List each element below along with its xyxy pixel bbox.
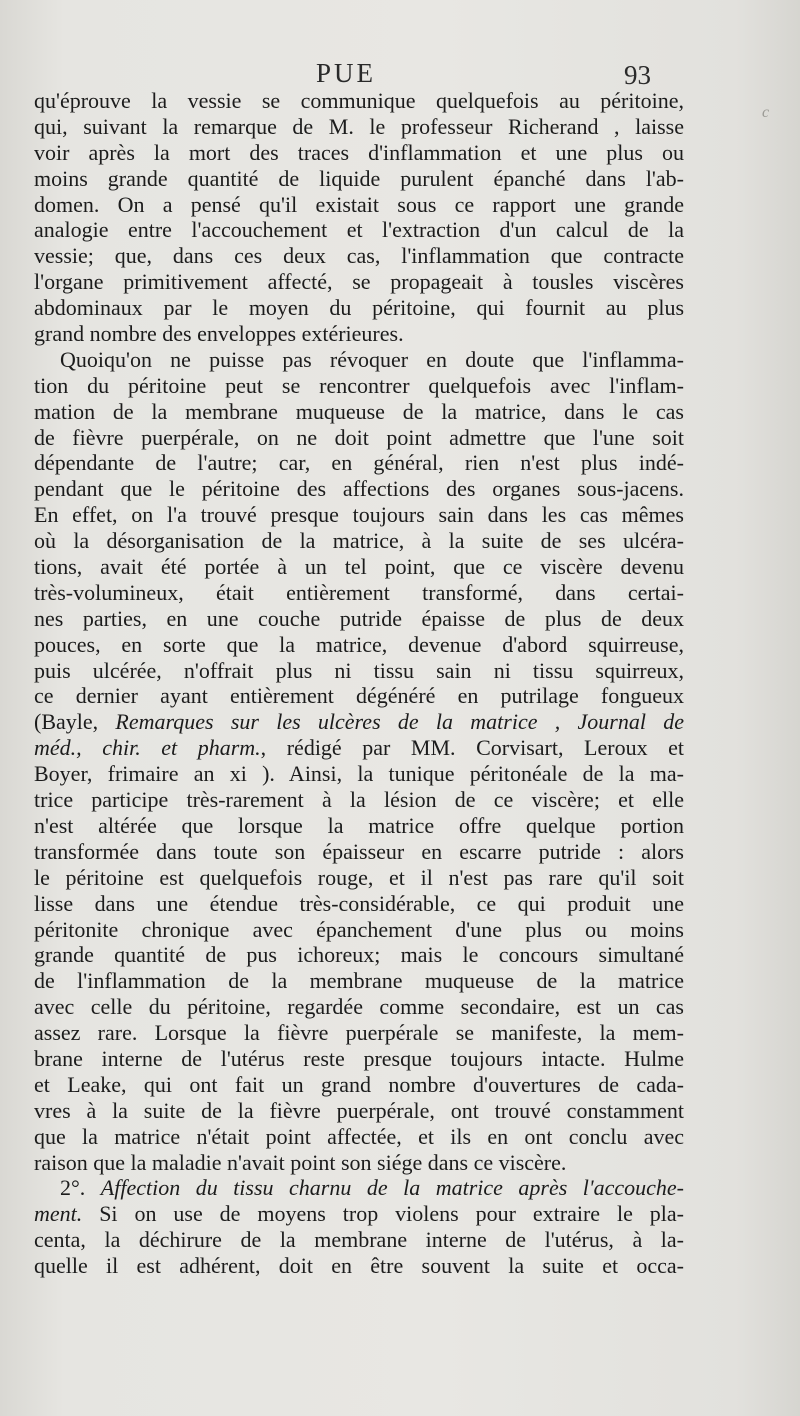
text-line: pouces, en sorte que la matrice, devenue d'abord squirreuse,	[34, 631, 684, 657]
margin-annotation: c	[762, 104, 770, 121]
text-fragment: , rédigé par MM. Corvisart, Leroux et	[260, 735, 685, 761]
body-text	[34, 88, 684, 1279]
section-title: Affection du tissu charnu de la matrice après l'accouche-	[100, 1175, 684, 1201]
page-number: 93	[624, 60, 651, 90]
text-line: péritonite chronique avec épanchement d'une plus ou moins	[34, 916, 684, 942]
text-line: de fièvre puerpérale, on ne doit point admettre que l'une soit	[34, 424, 684, 450]
text-line: ce dernier ayant entièrement dégénéré en putrilage fongueux	[34, 683, 684, 709]
text-fragment: Si on use de moyens trop violens pour extraire le pla-	[82, 1201, 684, 1227]
text-line: tions, avait été portée à un tel point, que ce viscère devenu	[34, 554, 684, 580]
text-line: lisse dans une étendue très-considérable, ce qui produit une	[34, 890, 684, 916]
text-line: trice participe très-rarement à la lésion de ce viscère; et elle	[34, 787, 684, 813]
text-line: l'organe primitivement affecté, se propageait à tousles viscères	[34, 269, 684, 295]
text-line: nes parties, en une couche putride épaisse de plus de deux	[34, 605, 684, 631]
text-line: grande quantité de pus ichoreux; mais le concours simultané	[34, 942, 684, 968]
text-line: très-volumineux, était entièrement transformé, dans certai-	[34, 579, 684, 605]
text-line: vessie; que, dans ces deux cas, l'inflammation que contracte	[34, 243, 684, 269]
section-heading-line	[34, 1175, 684, 1201]
running-head: PUE	[316, 58, 377, 88]
section-number: 2°.	[60, 1175, 101, 1201]
text-fragment: (Bayle,	[34, 709, 116, 735]
text-line: avec celle du péritoine, regardée comme secondaire, est un cas	[34, 994, 684, 1020]
text-line: puis ulcérée, n'offrait plus ni tissu sain ni tissu squirreux,	[34, 657, 684, 683]
text-line: tion du péritoine peut se rencontrer quelquefois avec l'inflam-	[34, 372, 684, 398]
text-line: qui, suivant la remarque de M. le professeur Richerand , laisse	[34, 113, 684, 139]
section-title-end: ment.	[34, 1201, 83, 1227]
text-line: Quoiqu'on ne puisse pas révoquer en doute que l'inflamma-	[60, 346, 684, 372]
text-line: de l'inflammation de la membrane muqueuse de la matrice	[34, 968, 684, 994]
text-line: raison que la maladie n'avait point son siége dans ce viscère.	[34, 1149, 567, 1175]
text-line: que la matrice n'était point affectée, et ils en ont conclu avec	[34, 1123, 684, 1149]
text-line: quelle il est adhérent, doit en être souvent la suite et occa-	[34, 1253, 684, 1279]
text-line: assez rare. Lorsque la fièvre puerpérale se manifeste, la mem-	[34, 1020, 684, 1046]
text-line-with-citation	[34, 735, 684, 761]
text-line: abdominaux par le moyen du péritoine, qui fournit au plus	[34, 295, 684, 321]
citation-title: Remarques sur les ulcères de la matrice , Journal de	[115, 709, 684, 735]
text-line: domen. On a pensé qu'il existait sous ce rapport une grande	[34, 191, 684, 217]
text-line: dépendante de l'autre; car, en général, rien n'est plus indé-	[34, 450, 684, 476]
text-line: En effet, on l'a trouvé presque toujours sain dans les cas mêmes	[34, 502, 684, 528]
text-line: grand nombre des enveloppes extérieures.	[34, 321, 404, 347]
text-line: pendant que le péritoine des affections des organes sous-jacens.	[34, 476, 684, 502]
text-line: Boyer, frimaire an xi ). Ainsi, la tunique péritonéale de la ma-	[34, 761, 684, 787]
text-line-with-citation	[34, 709, 684, 735]
citation-title: méd., chir. et pharm.	[34, 735, 261, 761]
text-line	[34, 1201, 684, 1227]
text-line: le péritoine est quelquefois rouge, et il n'est pas rare qu'il soit	[34, 864, 684, 890]
text-line: brane interne de l'utérus reste presque toujours intacte. Hulme	[34, 1045, 684, 1071]
text-line: moins grande quantité de liquide purulent épanché dans l'ab-	[34, 165, 684, 191]
text-line: qu'éprouve la vessie se communique quelquefois au péritoine,	[34, 88, 684, 113]
text-line: analogie entre l'accouchement et l'extraction d'un calcul de la	[34, 217, 684, 243]
text-line: vres à la suite de la fièvre puerpérale, ont trouvé constamment	[34, 1097, 684, 1123]
text-line: n'est altérée que lorsque la matrice offre quelque portion	[34, 812, 684, 838]
text-line: mation de la membrane muqueuse de la matrice, dans le cas	[34, 398, 684, 424]
text-line: centa, la déchirure de la membrane interne de l'utérus, à la-	[34, 1227, 684, 1253]
text-line: voir après la mort des traces d'inflammation et une plus ou	[34, 139, 684, 165]
text-line: transformée dans toute son épaisseur en escarre putride : alors	[34, 838, 684, 864]
text-line: où la désorganisation de la matrice, à la suite de ses ulcéra-	[34, 528, 684, 554]
text-line: et Leake, qui ont fait un grand nombre d'ouvertures de cada-	[34, 1071, 684, 1097]
